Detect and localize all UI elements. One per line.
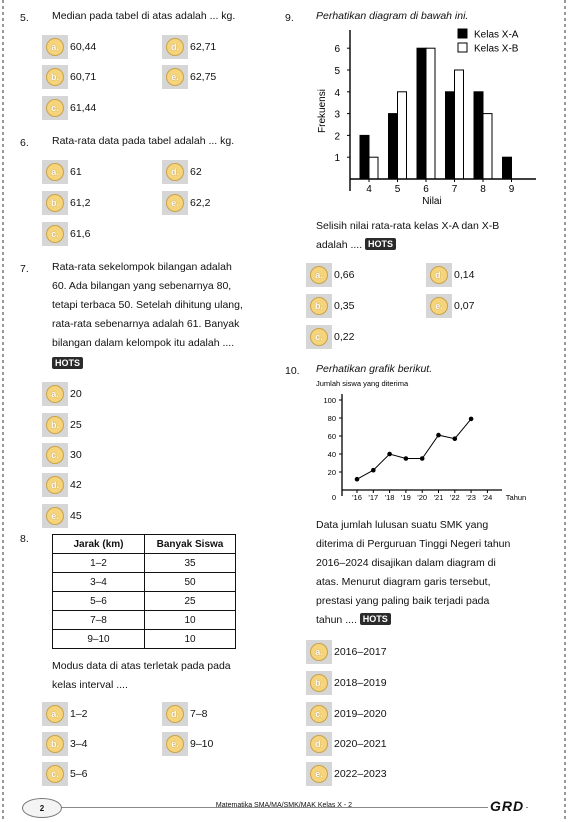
option-marker — [306, 325, 332, 349]
option-marker — [306, 263, 332, 287]
option-marker — [42, 222, 68, 246]
option-marker — [162, 65, 188, 89]
y-tick-label: 5 — [334, 66, 340, 77]
question-8-line: kelas interval .... — [52, 679, 128, 691]
option-text: 3–4 — [70, 738, 88, 750]
option-letter: c. — [46, 99, 64, 117]
option-d[interactable] — [42, 473, 82, 497]
option-marker — [42, 504, 68, 528]
option-text: 2022–2023 — [334, 768, 387, 780]
y-tick-label: 3 — [334, 109, 340, 121]
option-text: 5–6 — [70, 768, 88, 780]
question-5-text: Median pada tabel di atas adalah ... kg. — [52, 10, 236, 22]
x-tick-label: 7 — [451, 184, 458, 195]
option-marker — [162, 732, 188, 756]
option-d[interactable] — [306, 732, 387, 756]
table-cell: 25 — [145, 592, 236, 611]
option-text: 61,44 — [70, 102, 97, 114]
option-letter: c. — [310, 705, 328, 723]
table-cell: 7–8 — [53, 611, 145, 630]
option-letter: e. — [430, 297, 448, 315]
x-tick-label: '21 — [433, 493, 444, 502]
hots-badge: HOTS — [52, 357, 83, 369]
option-marker — [42, 382, 68, 406]
question-7-line: rata-rata sebenarnya adalah 61. Banyak — [52, 318, 240, 330]
option-marker — [42, 473, 68, 497]
option-a[interactable] — [306, 263, 354, 287]
option-text: 0,35 — [334, 300, 355, 312]
option-letter: b. — [46, 68, 64, 86]
option-text: 60,71 — [70, 71, 97, 83]
option-text: 62,75 — [190, 71, 217, 83]
option-text: 62,71 — [190, 41, 217, 53]
option-letter: a. — [46, 163, 64, 181]
option-letter: c. — [46, 225, 64, 243]
brand-logo: GRD — [490, 798, 525, 814]
option-text: 2016–2017 — [334, 646, 387, 658]
option-letter: d. — [166, 38, 184, 56]
option-e[interactable] — [162, 65, 216, 89]
y-tick-label: 40 — [327, 450, 336, 459]
table-header: Banyak Siswa — [145, 535, 236, 554]
option-letter: d. — [46, 476, 64, 494]
option-c[interactable] — [306, 325, 354, 349]
option-a[interactable] — [42, 702, 88, 726]
option-c[interactable] — [42, 762, 88, 786]
option-marker — [42, 413, 68, 437]
bar-xb — [483, 114, 492, 179]
y-tick-label: 2 — [334, 131, 340, 143]
option-text: 62,2 — [190, 197, 211, 209]
option-letter: e. — [310, 765, 328, 783]
option-marker — [306, 294, 332, 318]
bar-xb — [426, 48, 435, 179]
y-tick-label: 1 — [334, 153, 340, 165]
option-d[interactable] — [426, 263, 474, 287]
option-e[interactable] — [162, 732, 213, 756]
bar-xb — [455, 70, 464, 179]
question-10-title: Perhatikan grafik berikut. — [316, 363, 433, 375]
option-text: 61 — [70, 166, 82, 178]
option-marker — [162, 702, 188, 726]
line-chart — [310, 376, 534, 504]
data-point — [420, 456, 425, 461]
option-text: 0,14 — [454, 269, 475, 281]
x-tick-label: '24 — [482, 493, 493, 502]
bar-xa — [360, 135, 369, 179]
table-header: Jarak (km) — [53, 535, 145, 554]
option-marker — [306, 762, 332, 786]
option-letter: c. — [46, 765, 64, 783]
option-letter: e. — [166, 194, 184, 212]
data-point — [404, 456, 409, 461]
option-letter: b. — [310, 674, 328, 692]
option-d[interactable] — [162, 160, 202, 184]
legend-swatch — [458, 43, 467, 52]
option-b[interactable] — [306, 671, 387, 695]
y-axis-label: Frekuensi — [317, 89, 328, 133]
bar-xa — [503, 157, 512, 179]
option-c[interactable] — [42, 222, 90, 246]
distance-table — [52, 534, 236, 649]
data-point — [453, 436, 458, 441]
option-letter: d. — [310, 735, 328, 753]
x-axis-label: Tahun — [505, 493, 527, 502]
question-5-number: 5. — [20, 12, 29, 24]
x-tick-label: '16 — [352, 493, 362, 502]
option-marker — [42, 160, 68, 184]
table-row — [53, 573, 236, 592]
option-marker — [426, 263, 452, 287]
legend-label: Kelas X-B — [474, 43, 519, 55]
option-c[interactable] — [306, 702, 387, 726]
option-letter: c. — [46, 446, 64, 464]
option-b[interactable] — [42, 65, 96, 89]
left-margin-dots — [0, 0, 6, 822]
option-text: 1–2 — [70, 708, 88, 720]
option-letter: b. — [310, 297, 328, 315]
chart-title: Jumlah siswa yang diterima — [316, 379, 409, 388]
question-10-line — [316, 611, 532, 630]
option-e[interactable] — [306, 762, 387, 786]
legend-label: Kelas X-A — [474, 29, 519, 41]
option-letter: b. — [46, 735, 64, 753]
table-cell: 1–2 — [53, 554, 145, 573]
option-e[interactable] — [426, 294, 474, 318]
option-letter: e. — [166, 735, 184, 753]
question-9-title: Perhatikan diagram di bawah ini. — [316, 10, 469, 22]
question-10-line: prestasi yang paling baik terjadi pada — [316, 595, 490, 607]
option-marker — [306, 702, 332, 726]
option-letter: b. — [46, 194, 64, 212]
option-text: 30 — [70, 449, 82, 461]
y-tick-label: 6 — [334, 44, 340, 56]
option-marker — [42, 702, 68, 726]
table-row — [53, 611, 236, 630]
page-footer — [0, 798, 568, 822]
y-tick-label: 20 — [327, 468, 336, 477]
option-b[interactable] — [42, 732, 88, 756]
option-letter: c. — [310, 328, 328, 346]
data-point — [436, 433, 441, 438]
option-letter: b. — [46, 416, 64, 434]
question-7-line: 60. Ada bilangan yang sebenarnya 80, — [52, 280, 232, 292]
x-axis-label: Nilai — [422, 196, 442, 207]
option-a[interactable] — [42, 160, 82, 184]
option-b[interactable] — [306, 294, 354, 318]
y-tick-label: 80 — [327, 414, 336, 423]
question-9-line-tail: adalah .... — [316, 239, 363, 251]
bar-xa — [417, 48, 426, 179]
question-9-text — [316, 217, 499, 255]
option-text: 0,66 — [334, 269, 355, 281]
data-point — [387, 452, 392, 457]
option-text: 25 — [70, 419, 82, 431]
option-letter: e. — [166, 68, 184, 86]
question-6-number: 6. — [20, 137, 29, 149]
option-letter: a. — [310, 266, 328, 284]
option-e[interactable] — [162, 191, 210, 215]
option-a[interactable] — [42, 35, 96, 59]
option-text: 62 — [190, 166, 202, 178]
option-marker — [42, 65, 68, 89]
question-7-line: tetapi terbaca 50. Setelah dihitung ulang, — [52, 299, 243, 311]
option-marker — [306, 671, 332, 695]
x-tick-label: '17 — [368, 493, 379, 502]
option-marker — [306, 732, 332, 756]
bar-xa — [446, 92, 455, 179]
question-8-line: Modus data di atas terletak pada pada — [52, 660, 231, 672]
table-cell: 35 — [145, 554, 236, 573]
option-marker — [426, 294, 452, 318]
question-9-line — [316, 236, 499, 255]
question-10-line-tail: tahun .... — [316, 614, 357, 626]
option-letter: d. — [166, 163, 184, 181]
data-point — [469, 417, 474, 422]
table-cell: 3–4 — [53, 573, 145, 592]
y-tick-label: 4 — [334, 87, 340, 99]
option-letter: d. — [166, 705, 184, 723]
x-tick-label: '22 — [449, 493, 460, 502]
question-10-line: atas. Menurut diagram garis tersebut, — [316, 576, 491, 588]
option-letter: d. — [430, 266, 448, 284]
legend-swatch — [458, 29, 467, 38]
option-text: 0,22 — [334, 331, 355, 343]
question-10-number: 10. — [285, 365, 300, 377]
option-d[interactable] — [162, 702, 208, 726]
option-text: 20 — [70, 388, 82, 400]
table-cell: 10 — [145, 630, 236, 649]
option-text: 0,07 — [454, 300, 475, 312]
option-text: 2018–2019 — [334, 677, 387, 689]
table-row — [53, 554, 236, 573]
x-tick-label: 6 — [423, 184, 429, 195]
option-marker — [42, 96, 68, 120]
y-tick-label: 100 — [323, 396, 336, 405]
option-a[interactable] — [42, 382, 82, 406]
bar-xb — [398, 92, 407, 179]
option-e[interactable] — [42, 504, 82, 528]
question-10-text — [316, 516, 532, 630]
option-b[interactable] — [42, 413, 82, 437]
x-tick-label: '18 — [384, 493, 395, 502]
option-text: 2020–2021 — [334, 738, 387, 750]
option-text: 9–10 — [190, 738, 214, 750]
question-6-text: Rata-rata data pada tabel adalah ... kg. — [52, 135, 235, 147]
option-marker — [306, 640, 332, 664]
question-10-line: 2016–2024 disajikan dalam diagram di — [316, 557, 496, 569]
option-text: 61,2 — [70, 197, 91, 209]
question-8-text — [52, 657, 231, 695]
option-letter: a. — [46, 38, 64, 56]
option-marker — [42, 191, 68, 215]
hots-badge: HOTS — [365, 238, 396, 250]
option-c[interactable] — [42, 96, 96, 120]
question-9-number: 9. — [285, 12, 294, 24]
bar-chart — [300, 22, 540, 210]
x-tick-label: 4 — [366, 184, 372, 195]
question-7-line: bilangan dalam kelompok itu adalah .... — [52, 337, 235, 349]
question-8-number: 8. — [20, 533, 29, 545]
y-tick-label: 0 — [331, 493, 336, 502]
x-tick-label: '19 — [401, 493, 411, 502]
option-text: 42 — [70, 479, 82, 491]
table-cell: 9–10 — [53, 630, 145, 649]
bar-xa — [389, 114, 398, 179]
hots-badge: HOTS — [360, 613, 391, 625]
option-text: 60,44 — [70, 41, 97, 53]
data-point — [371, 468, 376, 473]
option-marker — [42, 762, 68, 786]
footer-title: Matematika SMA/MA/SMK/MAK Kelas X - 2 — [215, 802, 353, 809]
table-cell: 5–6 — [53, 592, 145, 611]
option-marker — [162, 160, 188, 184]
option-letter: a. — [46, 705, 64, 723]
table-cell: 50 — [145, 573, 236, 592]
option-letter: a. — [46, 385, 64, 403]
x-tick-label: 5 — [394, 184, 401, 195]
x-tick-label: '20 — [417, 493, 428, 502]
question-10-line: Data jumlah lulusan suatu SMK yang — [316, 519, 489, 531]
option-d[interactable] — [162, 35, 216, 59]
option-text: 2019–2020 — [334, 708, 387, 720]
option-marker — [162, 35, 188, 59]
option-a[interactable] — [306, 640, 387, 664]
bar-xb — [369, 157, 378, 179]
option-marker — [42, 732, 68, 756]
x-tick-label: '23 — [466, 493, 476, 502]
question-7-text — [52, 258, 268, 353]
option-marker — [42, 443, 68, 467]
table-row — [53, 630, 236, 649]
option-c[interactable] — [42, 443, 82, 467]
option-text: 7–8 — [190, 708, 208, 720]
question-9-line: Selisih nilai rata-rata kelas X-A dan X-B — [316, 220, 500, 232]
question-10-line: diterima di Perguruan Tinggi Negeri tahun — [316, 538, 511, 550]
option-text: 45 — [70, 510, 82, 522]
bar-xa — [474, 92, 483, 179]
table-cell: 10 — [145, 611, 236, 630]
x-tick-label: 8 — [480, 184, 486, 195]
page-number: 2 — [22, 798, 62, 818]
table-row — [53, 592, 236, 611]
option-b[interactable] — [42, 191, 90, 215]
y-tick-label: 60 — [327, 432, 336, 441]
option-text: 61,6 — [70, 228, 91, 240]
option-letter: a. — [310, 643, 328, 661]
option-marker — [162, 191, 188, 215]
x-tick-label: 9 — [508, 184, 515, 195]
option-marker — [42, 35, 68, 59]
question-7-number: 7. — [20, 263, 29, 275]
option-letter: e. — [46, 507, 64, 525]
right-margin-dots — [562, 0, 568, 822]
data-point — [355, 477, 360, 482]
question-7-line: Rata-rata sekelompok bilangan adalah — [52, 261, 232, 273]
